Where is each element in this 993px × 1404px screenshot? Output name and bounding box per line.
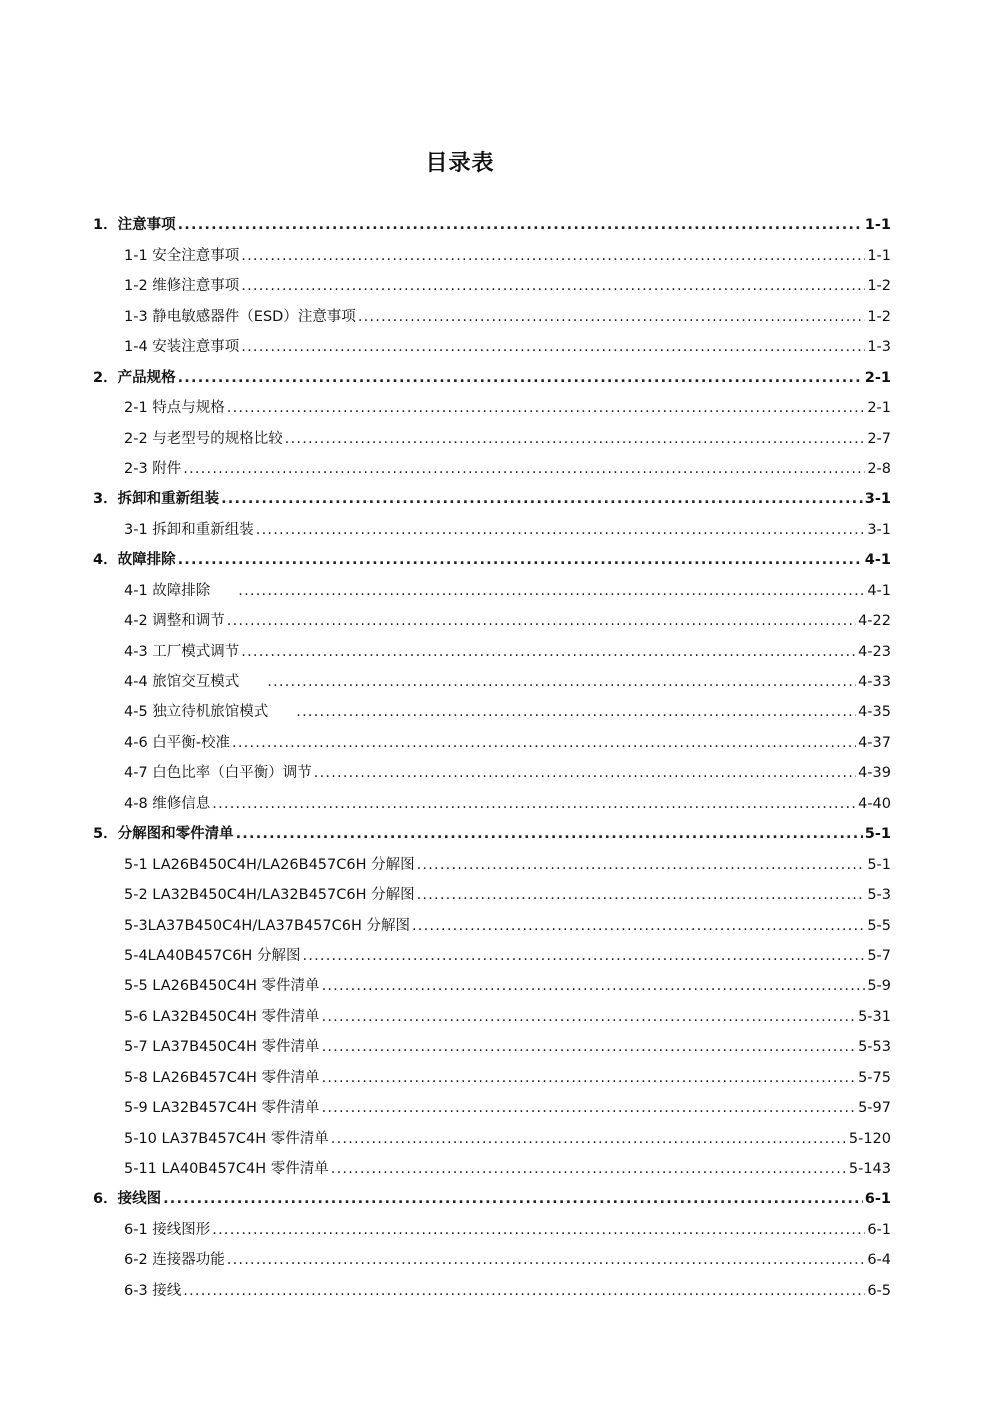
toc-dot-leader xyxy=(417,856,866,874)
toc-dot-leader xyxy=(183,1282,865,1300)
toc-page-number: 5-1 xyxy=(867,856,891,873)
toc-entry-title: 2．产品规格 xyxy=(93,369,176,386)
toc-dot-leader xyxy=(358,308,865,326)
toc-dot-leader xyxy=(232,734,856,752)
toc-page-number: 2-7 xyxy=(867,430,891,447)
toc-entry-title: 5-2 LA32B450C4H/LA32B457C6H 分解图 xyxy=(124,887,415,904)
toc-dot-leader xyxy=(241,247,865,265)
toc-page-number: 5-31 xyxy=(858,1008,891,1025)
toc-entry-title: 5-1 LA26B450C4H/LA26B457C6H 分解图 xyxy=(124,856,415,873)
toc-entry-title: 4-8 维修信息 xyxy=(124,795,211,812)
toc-page-number: 4-22 xyxy=(858,613,891,630)
toc-dot-leader xyxy=(296,703,856,721)
toc-page-number: 1-1 xyxy=(864,217,891,234)
toc-dot-leader xyxy=(238,582,865,600)
toc-section-entry[interactable] xyxy=(93,299,891,329)
toc-page-number: 6-5 xyxy=(867,1282,891,1299)
toc-dot-leader xyxy=(221,490,863,508)
toc-entry-title: 5-6 LA32B450C4H 零件清单 xyxy=(124,1008,320,1025)
toc-chapter-entry[interactable] xyxy=(93,208,891,238)
toc-section-entry[interactable] xyxy=(93,847,891,877)
toc-dot-leader xyxy=(322,1008,857,1026)
toc-dot-leader xyxy=(322,1099,857,1117)
toc-dot-leader xyxy=(322,1038,857,1056)
toc-dot-leader xyxy=(227,399,866,417)
toc-section-entry[interactable] xyxy=(93,1243,891,1273)
toc-page-number: 4-40 xyxy=(858,795,891,812)
toc-page-number: 3-1 xyxy=(864,491,891,508)
toc-entry-title: 5-3LA37B450C4H/LA37B457C6H 分解图 xyxy=(124,917,410,934)
toc-section-entry[interactable] xyxy=(93,939,891,969)
toc-page-number: 4-1 xyxy=(864,552,891,569)
toc-entry-title: 5．分解图和零件清单 xyxy=(93,826,234,843)
toc-page-number: 5-9 xyxy=(867,978,891,995)
toc-section-entry[interactable] xyxy=(93,634,891,664)
toc-page-number: 6-1 xyxy=(864,1191,891,1208)
toc-dot-leader xyxy=(267,673,856,691)
toc-dot-leader xyxy=(322,1069,857,1087)
toc-dot-leader xyxy=(314,764,856,782)
toc-dot-leader xyxy=(256,521,866,539)
toc-section-entry[interactable] xyxy=(93,725,891,755)
toc-entry-title: 3．拆卸和重新组装 xyxy=(93,491,220,508)
toc-page-number: 6-1 xyxy=(867,1221,891,1238)
toc-dot-leader xyxy=(183,460,865,478)
toc-page-number: 5-120 xyxy=(848,1130,891,1147)
toc-entry-title: 5-11 LA40B457C4H 零件清单 xyxy=(124,1161,329,1177)
toc-page-number: 2-1 xyxy=(864,369,891,386)
toc-entry-title: 5-7 LA37B450C4H 零件清单 xyxy=(124,1039,320,1056)
toc-section-entry[interactable] xyxy=(93,1212,891,1242)
toc-section-entry[interactable] xyxy=(93,999,891,1029)
toc-dot-leader xyxy=(241,643,856,661)
toc-page-number: 2-8 xyxy=(867,460,891,477)
toc-section-entry[interactable] xyxy=(93,878,891,908)
toc-chapter-entry[interactable] xyxy=(93,1182,891,1212)
toc-page-number: 1-2 xyxy=(867,278,891,295)
toc-entry-title: 4-1 故障排除 xyxy=(124,582,211,599)
toc-dot-leader xyxy=(241,277,865,295)
toc-page-number: 5-1 xyxy=(864,826,891,843)
toc-section-entry[interactable] xyxy=(93,1273,891,1303)
toc-dot-leader xyxy=(178,551,863,569)
toc-entry-title: 4-2 调整和调节 xyxy=(124,613,225,630)
toc-entry-title: 4-5 独立待机旅馆模式 xyxy=(124,704,269,721)
toc-page-number: 5-5 xyxy=(867,917,891,934)
toc-section-entry[interactable] xyxy=(93,238,891,268)
toc-entry-title: 4-4 旅馆交互模式 xyxy=(124,674,240,690)
toc-dot-leader xyxy=(178,369,863,387)
toc-entry-title: 6-1 接线图形 xyxy=(124,1221,211,1238)
toc-section-entry[interactable] xyxy=(93,1152,891,1182)
toc-dot-leader xyxy=(227,1251,866,1269)
toc-entry-title: 4-7 白色比率（白平衡）调节 xyxy=(124,765,312,782)
toc-dot-leader xyxy=(302,947,865,965)
toc-section-entry[interactable] xyxy=(93,1091,891,1121)
toc-dot-leader xyxy=(163,1190,863,1208)
toc-page-number: 6-4 xyxy=(867,1252,891,1269)
toc-page-number: 5-7 xyxy=(867,947,891,964)
toc-page-number: 4-37 xyxy=(858,734,891,751)
toc-entry-title: 4-3 工厂模式调节 xyxy=(124,643,240,660)
toc-entry-title: 5-8 LA26B457C4H 零件清单 xyxy=(124,1069,320,1086)
toc-section-entry[interactable] xyxy=(93,604,891,634)
toc-chapter-entry[interactable] xyxy=(93,360,891,390)
toc-dot-leader xyxy=(285,430,866,448)
toc-section-entry[interactable] xyxy=(93,908,891,938)
toc-section-entry[interactable] xyxy=(93,452,891,482)
toc-section-entry[interactable] xyxy=(93,1060,891,1090)
toc-dot-leader xyxy=(331,1130,847,1148)
toc-section-entry[interactable] xyxy=(93,756,891,786)
toc-dot-leader xyxy=(178,216,863,234)
toc-page-number: 2-1 xyxy=(867,400,891,417)
toc-entry-title: 4．故障排除 xyxy=(93,552,176,569)
toc-dot-leader xyxy=(212,795,856,813)
toc-entry-title: 6-2 连接器功能 xyxy=(124,1252,225,1269)
toc-dot-leader xyxy=(417,886,866,904)
toc-section-entry[interactable] xyxy=(93,969,891,999)
toc-section-entry[interactable] xyxy=(93,269,891,299)
page-title: 目录表 xyxy=(425,151,495,176)
toc-entry-title: 5-9 LA32B457C4H 零件清单 xyxy=(124,1100,320,1117)
toc-dot-leader xyxy=(212,1221,865,1239)
toc-page-number: 1-1 xyxy=(867,247,891,264)
toc-dot-leader xyxy=(227,612,856,630)
toc-page-number: 5-53 xyxy=(858,1039,891,1056)
toc-page-number: 1-2 xyxy=(867,308,891,325)
toc-chapter-entry[interactable] xyxy=(93,543,891,573)
toc-dot-leader xyxy=(241,338,865,356)
toc-entry-title: 1-2 维修注意事项 xyxy=(124,278,240,295)
toc-page-number: 4-35 xyxy=(858,704,891,721)
toc-page-number: 4-39 xyxy=(858,765,891,782)
toc-entry-title: 1-3 静电敏感器件（ESD）注意事项 xyxy=(124,308,356,325)
toc-page-number: 5-3 xyxy=(867,887,891,904)
toc-dot-leader xyxy=(412,917,865,935)
toc-entry-title: 1．注意事项 xyxy=(93,217,176,234)
toc-page-number: 4-23 xyxy=(858,643,891,660)
toc-dot-leader xyxy=(236,825,863,843)
toc-section-entry[interactable] xyxy=(93,512,891,542)
toc-section-entry[interactable] xyxy=(93,1121,891,1151)
toc-page-number: 4-1 xyxy=(867,582,891,599)
toc-section-entry[interactable] xyxy=(93,391,891,421)
toc-page-number: 3-1 xyxy=(867,521,891,538)
toc-page-number: 5-143 xyxy=(848,1161,891,1177)
toc-page-number: 5-75 xyxy=(858,1069,891,1086)
toc-section-entry[interactable] xyxy=(93,1030,891,1060)
toc-page-number: 4-33 xyxy=(858,674,891,690)
toc-section-entry[interactable] xyxy=(93,665,891,695)
toc-section-entry[interactable] xyxy=(93,573,891,603)
toc-entry-title: 2-1 特点与规格 xyxy=(124,400,225,417)
toc-entry-title: 1-4 安装注意事项 xyxy=(124,339,240,356)
toc-section-entry[interactable] xyxy=(93,330,891,360)
toc-section-entry[interactable] xyxy=(93,695,891,725)
toc-entry-title: 6．接线图 xyxy=(93,1191,162,1208)
toc-section-entry[interactable] xyxy=(93,786,891,816)
toc-entry-title: 1-1 安全注意事项 xyxy=(124,247,240,264)
toc-entry-title: 6-3 接线 xyxy=(124,1282,182,1299)
toc-section-entry[interactable] xyxy=(93,421,891,451)
toc-entry-title: 5-10 LA37B457C4H 零件清单 xyxy=(124,1130,329,1147)
toc-entry-title: 2-2 与老型号的规格比较 xyxy=(124,430,283,447)
toc-entry-title: 3-1 拆卸和重新组装 xyxy=(124,521,254,538)
toc-page-number: 5-97 xyxy=(858,1100,891,1117)
toc-entry-title: 2-3 附件 xyxy=(124,460,182,477)
toc-entry-title: 5-5 LA26B450C4H 零件清单 xyxy=(124,978,320,995)
table-of-contents xyxy=(93,208,891,1304)
toc-chapter-entry[interactable] xyxy=(93,482,891,512)
toc-chapter-entry[interactable] xyxy=(93,817,891,847)
toc-dot-leader xyxy=(322,977,866,995)
toc-dot-leader xyxy=(331,1160,847,1178)
toc-entry-title: 4-6 白平衡-校准 xyxy=(124,734,231,751)
toc-entry-title: 5-4LA40B457C6H 分解图 xyxy=(124,947,301,964)
toc-page-number: 1-3 xyxy=(867,339,891,356)
